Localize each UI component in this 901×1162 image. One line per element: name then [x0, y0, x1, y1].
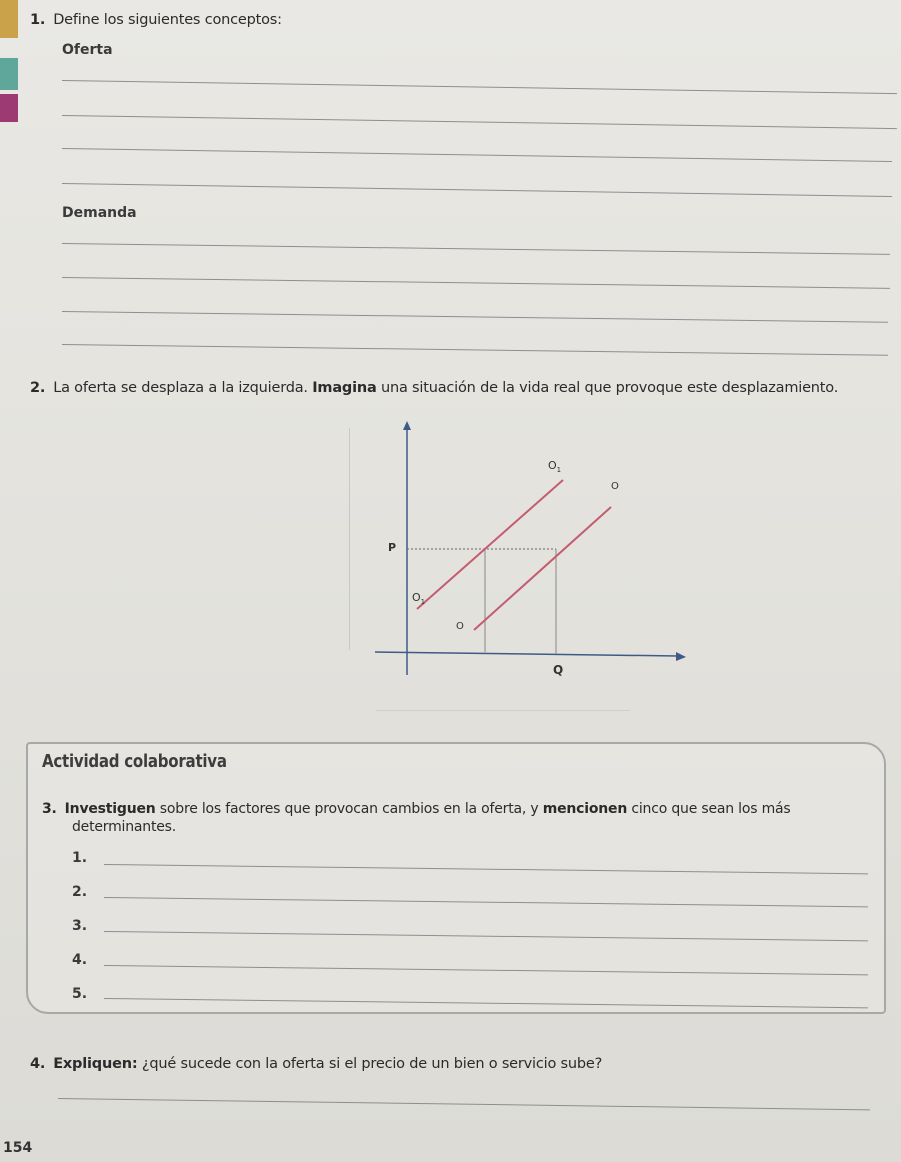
curve-o1-bottom-label: $O_1$ — [412, 591, 426, 606]
list-item-number: 4. — [72, 952, 88, 968]
oferta-answer-line-4[interactable] — [62, 183, 892, 197]
x-axis — [375, 652, 678, 656]
question-4: 4. Expliquen: ¿qué sucede con la oferta si el precio de un bien o servicio sube? — [30, 1056, 603, 1072]
list-item-number: 2. — [72, 884, 88, 900]
question-1: 1. Define los siguientes conceptos: — [30, 12, 282, 28]
demanda-label: Demanda — [62, 205, 137, 221]
edge-strip-teal — [0, 58, 18, 90]
edge-strip-magenta — [0, 94, 18, 122]
curve-o1-top-label: $O_1$ — [548, 459, 562, 474]
demanda-answer-line-2[interactable] — [62, 277, 890, 289]
supply-curve-o1 — [417, 480, 563, 609]
oferta-answer-line-1[interactable] — [62, 80, 897, 94]
graph-guide-line — [349, 428, 350, 650]
q4-answer-line[interactable] — [58, 1098, 870, 1110]
demanda-answer-line-3[interactable] — [62, 311, 888, 323]
question-2: 2. La oferta se desplaza a la izquierda. Imagina una situación de la vida real que provoque este desplazamiento. — [30, 380, 839, 396]
page-number: 154 — [3, 1140, 33, 1156]
demanda-answer-line-1[interactable] — [62, 243, 890, 255]
curve-o-bottom-label: O — [456, 621, 464, 632]
demanda-answer-line-4[interactable] — [62, 344, 888, 356]
oferta-answer-line-2[interactable] — [62, 115, 897, 129]
question-3: 3. Investiguen sobre los factores que provocan cambios en la oferta, y mencionen cinco que sean los más determinantes. — [42, 801, 791, 835]
list-item-number: 1. — [72, 850, 88, 866]
edge-strip-yellow — [0, 0, 18, 38]
y-axis-arrow-icon — [403, 421, 411, 430]
list-item-number: 3. — [72, 918, 88, 934]
curve-o-top-label: O — [611, 481, 619, 492]
oferta-label: Oferta — [62, 42, 113, 58]
list-item-number: 5. — [72, 986, 88, 1002]
activity-title: Actividad colaborativa — [42, 752, 227, 772]
graph-answer-line[interactable] — [376, 710, 630, 711]
oferta-answer-line-3[interactable] — [62, 148, 892, 162]
price-axis-label: P — [388, 541, 397, 554]
supply-shift-graph — [370, 415, 700, 715]
quantity-axis-label: Q — [553, 663, 564, 677]
x-axis-arrow-icon — [676, 652, 686, 661]
supply-curve-o — [474, 507, 611, 630]
